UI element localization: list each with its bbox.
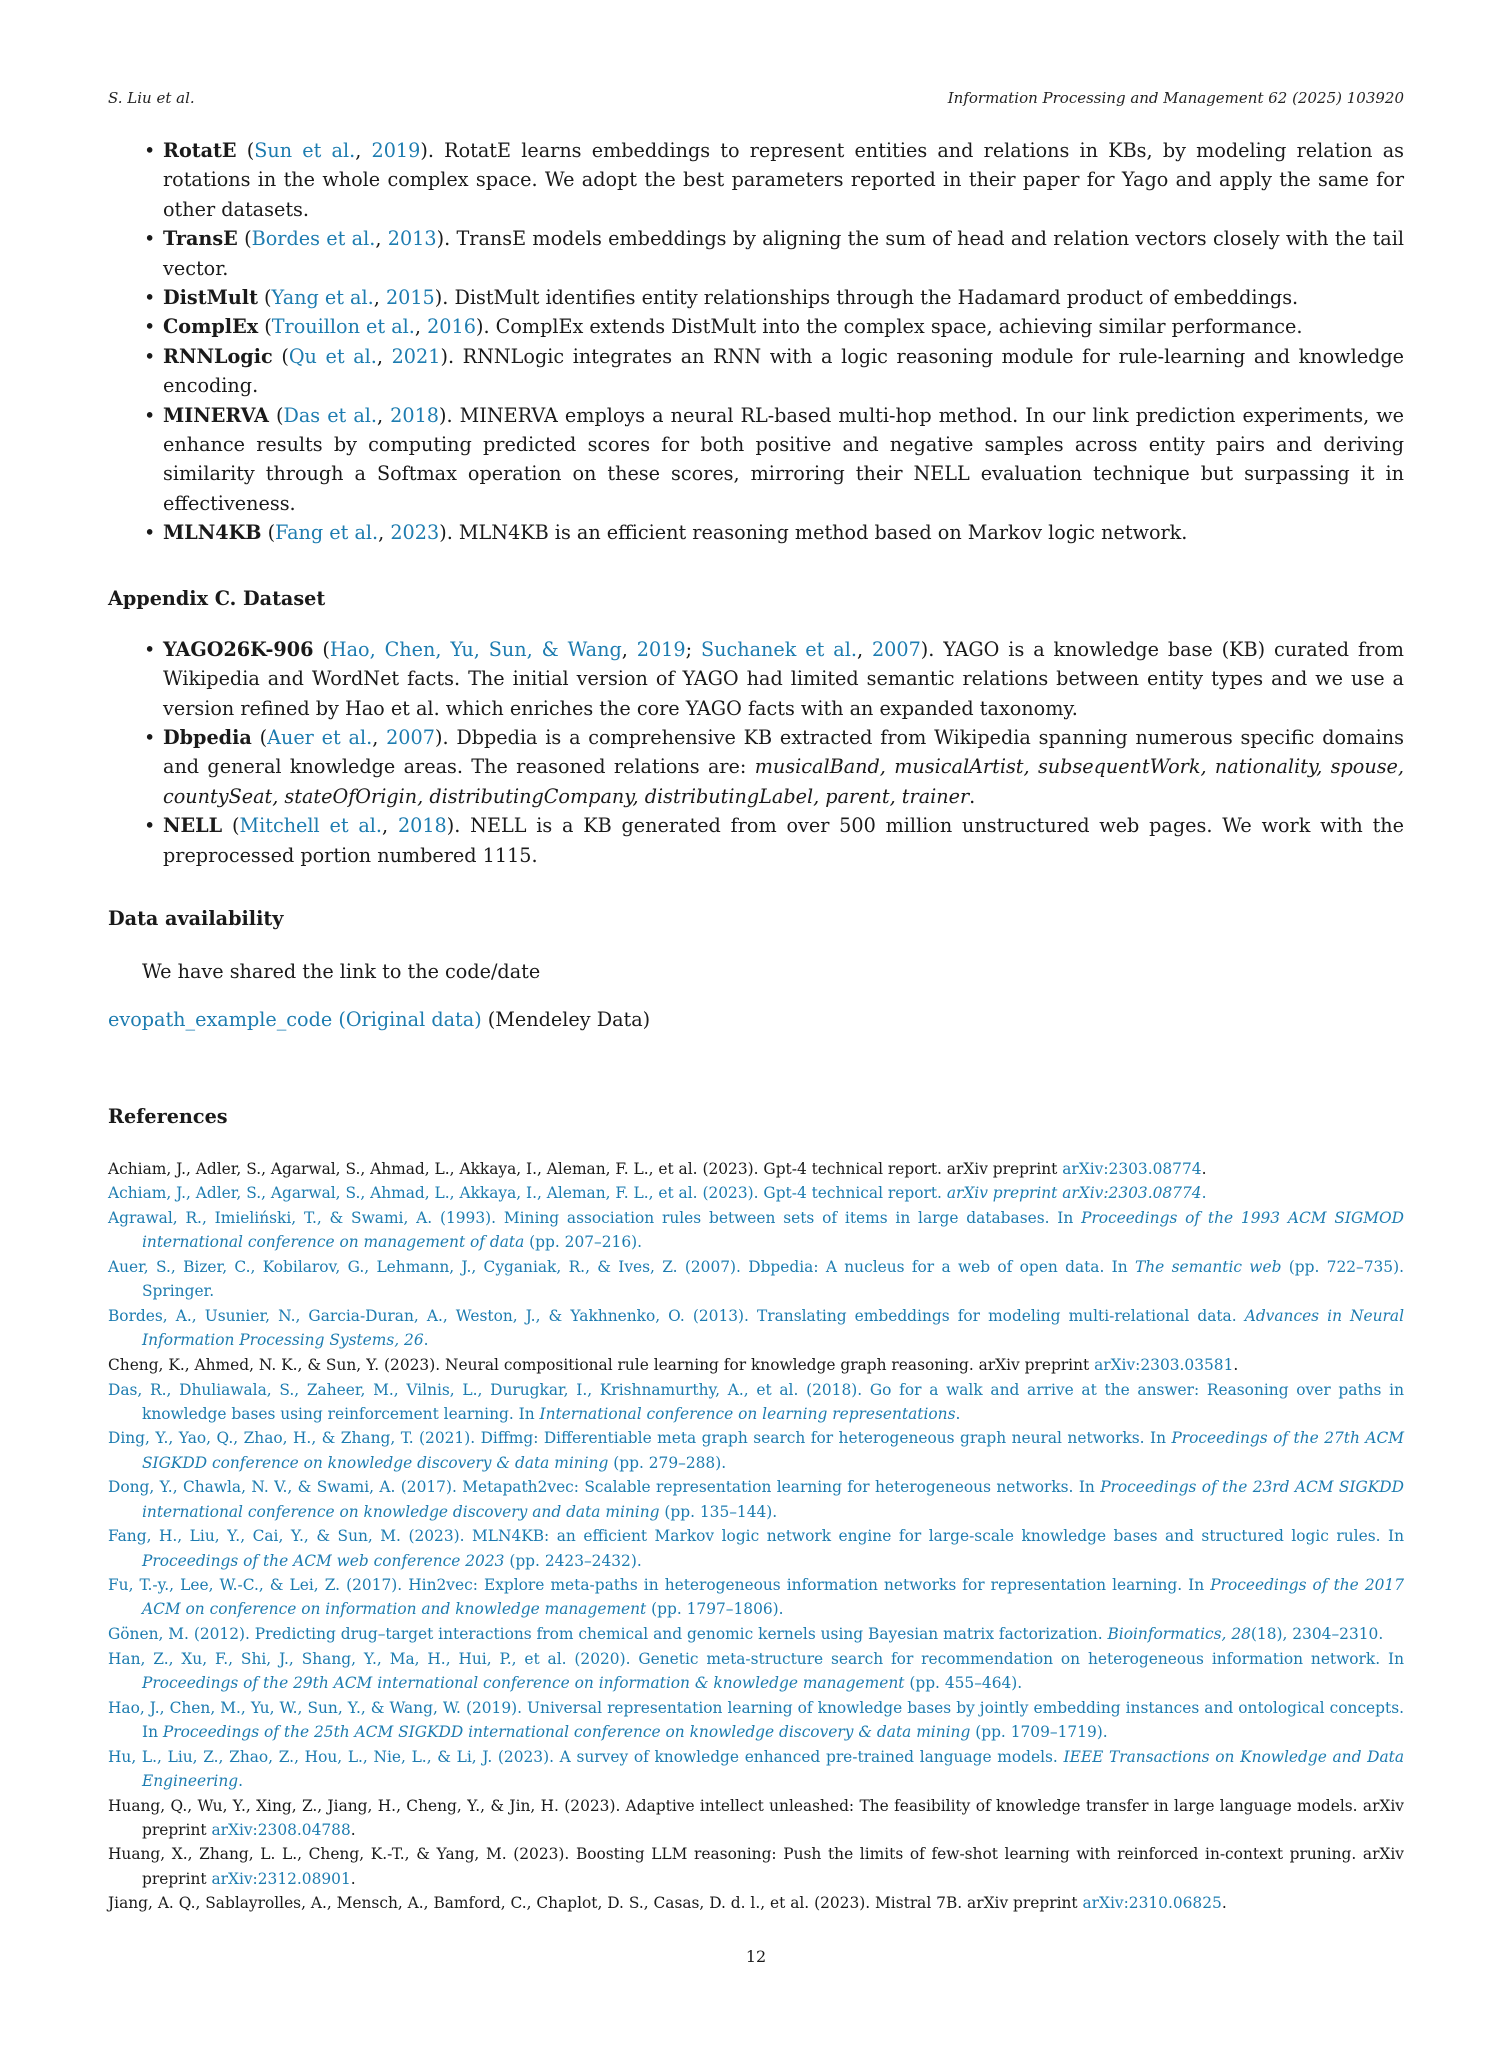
reference-item[interactable]: Das, R., Dhuliawala, S., Zaheer, M., Vilnis, L., Durugkar, I., Krishnamurthy, A., et al. (2018). Go for a walk and arrive at the answer: Reasoning over paths in knowledge bases using reinforcement learning. In International conference on learning representations. — [108, 1380, 1404, 1423]
list-item: • RotatE (Sun et al., 2019). RotatE learns embeddings to represent entities and relations in KBs, by modeling relation as rotations in the whole complex space. We adopt the best parameters reported in their paper for Yago and apply the same for other datasets. — [108, 136, 1404, 224]
running-header-journal: Information Processing and Management 62 (2025) 103920 — [947, 89, 1404, 107]
citation-year-link[interactable]: 2021 — [391, 344, 441, 368]
reference-item[interactable]: Fang, H., Liu, Y., Cai, Y., & Sun, M. (2023). MLN4KB: an efficient Markov logic network engine for large-scale knowledge bases and structured logic rules. In Proceedings of the ACM web conference 2023 (pp. 2423–2432). — [108, 1527, 1404, 1570]
method-name: ComplEx — [163, 315, 259, 339]
reference-item[interactable]: Ding, Y., Yao, Q., Zhao, H., & Zhang, T. (2021). Diffmg: Differentiable meta graph search for heterogeneous graph neural networks. In Proceedings of the 27th ACM SIGKDD conference on knowledge discovery & data mining (pp. 279–288). — [108, 1429, 1404, 1472]
method-name: DistMult — [163, 286, 258, 310]
method-description: . RotatE learns embeddings to represent entities and relations in KBs, by modeling relation as rotations in the whole complex space. We adopt the best parameters reported in their paper for Yago and apply the same for other datasets. — [163, 139, 1404, 221]
citation-year-link[interactable]: 2018 — [397, 814, 447, 838]
page-content — [108, 136, 1404, 1916]
citation-year-link[interactable]: 2007 — [871, 637, 921, 661]
list-item: • TransE (Bordes et al., 2013). TransE models embeddings by aligning the sum of head and relation vectors closely with the tail vector. — [108, 224, 1404, 283]
data-availability-text: We have shared the link to the code/date — [142, 959, 541, 983]
citation-year-link[interactable]: 2023 — [390, 521, 440, 545]
citation-year-link[interactable]: 2019 — [371, 139, 421, 162]
list-item: • MINERVA (Das et al., 2018). MINERVA employs a neural RL-based multi-hop method. In our link prediction experiments, we enhance results by computing predicted scores for both positive and negative samples across entity pairs and deriving similarity through a Softmax operation on these scores, mirroring their NELL evaluation technique but surpassing it in effectiveness. — [108, 401, 1404, 519]
method-name: TransE — [163, 227, 238, 251]
citation-year-link[interactable]: 2018 — [390, 403, 439, 427]
method-description: . MINERVA employs a neural RL-based multi-hop method. In our link prediction experiments, we enhance results by computing predicted scores for both positive and negative samples across entity pairs and deriving similarity through a Softmax operation on these scores, mirroring their NELL evaluation technique but surpassing it in effectiveness. — [163, 403, 1405, 515]
method-name: RotatE — [163, 139, 237, 162]
method-description: . RNNLogic integrates an RNN with a logic reasoning module for rule-learning and knowledge encoding. — [163, 344, 1404, 398]
citation-link[interactable]: Qu et al. — [288, 344, 377, 368]
citation-year-link[interactable]: 2015 — [385, 286, 435, 310]
reference-item: Huang, X., Zhang, L. L., Cheng, K.-T., & Yang, M. (2023). Boosting LLM reasoning: Push the limits of few-shot learning with reinforced in-context pruning. arXiv preprint arXiv:2312.08901. — [108, 1845, 1404, 1888]
citation-link[interactable]: Mitchell et al. — [239, 814, 383, 838]
arxiv-link[interactable]: arXiv:2303.03581 — [1094, 1355, 1234, 1374]
citation-link[interactable]: Bordes et al. — [251, 227, 376, 251]
dataset-source: (Mendeley Data) — [481, 1008, 651, 1032]
page-number: 12 — [745, 1947, 767, 1966]
citation-link[interactable]: Das et al. — [283, 403, 377, 427]
method-description: . ComplEx extends DistMult into the complex space, achieving similar performance. — [483, 315, 1303, 339]
reference-item[interactable]: Han, Z., Xu, F., Shi, J., Shang, Y., Ma, H., Hui, P., et al. (2020). Genetic meta-structure search for recommendation on heterogeneous information network. In Proceedings of the 29th ACM international conference on information & knowledge management (pp. 455–464). — [108, 1649, 1404, 1693]
method-description: . MLN4KB is an efficient reasoning method based on Markov logic network. — [446, 521, 1188, 545]
data-availability-link-line — [108, 1005, 1404, 1034]
citation-year-link[interactable]: 2016 — [427, 315, 476, 339]
method-name: MINERVA — [163, 403, 269, 427]
dataset-name: NELL — [163, 814, 223, 838]
dataset-list — [108, 635, 1404, 870]
reference-item[interactable]: Agrawal, R., Imieliński, T., & Swami, A. (1993). Mining association rules between sets of items in large databases. In Proceedings of the 1993 ACM SIGMOD international conference on management of data (pp. 207–216). — [108, 1209, 1404, 1252]
dataset-description: . YAGO is a knowledge base (KB) curated from Wikipedia and WordNet facts. The initial version of YAGO had limited semantic relations between entity types and we use a version refined by Hao et al. which enriches the core YAGO facts with an expanded taxonomy. — [163, 637, 1404, 720]
list-item: • ComplEx (Trouillon et al., 2016). ComplEx extends DistMult into the complex space, achieving similar performance. — [108, 312, 1404, 341]
arxiv-link[interactable]: arXiv:2303.08774 — [1062, 1159, 1202, 1178]
arxiv-link[interactable]: arXiv:2308.04788 — [211, 1820, 351, 1839]
data-availability-heading: Data availability — [108, 906, 284, 930]
dataset-description: . NELL is a KB generated from over 500 million unstructured web pages. We work with the preprocessed portion numbered 1115. — [163, 814, 1404, 867]
citation-link[interactable]: Sun et al. — [254, 139, 356, 162]
arxiv-link[interactable]: arXiv:2312.08901 — [211, 1869, 351, 1888]
appendix-c-heading: Appendix C. Dataset — [108, 586, 326, 610]
reference-item: Huang, Q., Wu, Y., Xing, Z., Jiang, H., Cheng, Y., & Jin, H. (2023). Adaptive intellect unleashed: The feasibility of knowledge transfer in large language models. arXiv preprint arXiv:2308.04788. — [108, 1796, 1404, 1839]
citation-year-link[interactable]: 2019 — [636, 637, 686, 661]
reference-item[interactable]: Auer, S., Bizer, C., Kobilarov, G., Lehmann, J., Cyganiak, R., & Ives, Z. (2007). Dbpedia: A nucleus for a web of open data. In The semantic web (pp. 722–735). Springer. — [108, 1258, 1404, 1301]
reference-item: Jiang, A. Q., Sablayrolles, A., Mensch, A., Bamford, C., Chaplot, D. S., Casas, D. d. l., et al. (2023). Mistral 7B. arXiv preprint arXiv:2310.06825. — [108, 1894, 1227, 1913]
list-item-nell: • NELL (Mitchell et al., 2018). NELL is a KB generated from over 500 million unstructured web pages. We work with the preprocessed portion numbered 1115. — [108, 811, 1404, 870]
citation-link[interactable]: Hao, Chen, Yu, Sun, & Wang — [329, 637, 622, 661]
citation-link[interactable]: Fang et al. — [275, 521, 379, 545]
citation-link[interactable]: Auer et al. — [267, 725, 373, 749]
method-name: RNNLogic — [163, 344, 273, 368]
dataset-link[interactable]: evopath_example_code (Original data) — [108, 1008, 482, 1032]
reference-item[interactable]: Dong, Y., Chawla, N. V., & Swami, A. (2017). Metapath2vec: Scalable representation learning for heterogeneous networks. In Proceedings of the 23rd ACM SIGKDD international conference on knowledge discovery and data mining (pp. 135–144). — [108, 1478, 1404, 1521]
citation-link[interactable]: Trouillon et al. — [271, 315, 415, 339]
baseline-methods-list — [108, 136, 1404, 548]
reference-item: Achiam, J., Adler, S., Agarwal, S., Ahmad, L., Akkaya, I., Aleman, F. L., et al. (2023). Gpt-4 technical report. arXiv preprint arXiv:2303.08774. — [108, 1159, 1207, 1178]
method-name: MLN4KB — [163, 521, 262, 545]
reference-item[interactable]: Hao, J., Chen, M., Yu, W., Sun, Y., & Wang, W. (2019). Universal representation learning of knowledge bases by jointly embedding instances and ontological concepts. In Proceedings of the 25th ACM SIGKDD international conference on knowledge discovery & data mining (pp. 1709–1719). — [108, 1698, 1404, 1741]
list-item: • DistMult (Yang et al., 2015). DistMult identifies entity relationships through the Hadamard product of embeddings. — [108, 283, 1404, 312]
citation-link[interactable]: Yang et al. — [271, 286, 374, 310]
arxiv-link[interactable]: arXiv:2310.06825 — [1082, 1894, 1222, 1913]
dataset-name: YAGO26K-906 — [163, 637, 314, 661]
citation-year-link[interactable]: 2013 — [387, 227, 437, 251]
list-item-dbpedia: • Dbpedia (Auer et al., 2007). Dbpedia is a comprehensive KB extracted from Wikipedia spanning numerous specific domains and general knowledge areas. The reasoned relations are: musicalBand, musicalArtist, subsequentWork, nationality, spouse, countySeat, stateOfOrigin, distributingCompany, distributingLabel, parent, trainer. — [108, 723, 1404, 811]
reference-item[interactable]: Bordes, A., Usunier, N., Garcia-Duran, A., Weston, J., & Yakhnenko, O. (2013). Translating embeddings for modeling multi-relational data. Advances in Neural Information Processing Systems, 26. — [108, 1306, 1405, 1350]
method-description: . DistMult identifies entity relationships through the Hadamard product of embeddings. — [442, 286, 1299, 310]
method-description: . TransE models embeddings by aligning the sum of head and relation vectors closely with the tail vector. — [163, 227, 1405, 280]
references-list — [108, 1157, 1404, 1916]
reference-item: Cheng, K., Ahmed, N. K., & Sun, Y. (2023). Neural compositional rule learning for knowledge graph reasoning. arXiv preprint arXiv:2303.03581. — [108, 1355, 1239, 1374]
list-item-yago: • YAGO26K-906 (Hao, Chen, Yu, Sun, & Wang, 2019; Suchanek et al., 2007). YAGO is a knowledge base (KB) curated from Wikipedia and WordNet facts. The initial version of YAGO had limited semantic relations between entity types and we use a version refined by Hao et al. which enriches the core YAGO facts with an expanded taxonomy. — [108, 635, 1404, 723]
dataset-description: . Dbpedia is a comprehensive KB extracted from Wikipedia spanning numerous specific domains and general knowledge areas. The reasoned relations are: — [163, 725, 1404, 779]
references-heading: References — [108, 1104, 228, 1128]
list-item: • RNNLogic (Qu et al., 2021). RNNLogic integrates an RNN with a logic reasoning module for rule-learning and knowledge encoding. — [108, 342, 1404, 401]
reference-item[interactable]: Fu, T.-y., Lee, W.-C., & Lei, Z. (2017). Hin2vec: Explore meta-paths in heterogeneous information networks for representation learning. In Proceedings of the 2017 ACM on conference on information and knowledge management (pp. 1797–1806). — [108, 1576, 1405, 1619]
dataset-name: Dbpedia — [163, 725, 252, 749]
running-header-authors: S. Liu et al. — [108, 89, 195, 107]
citation-link[interactable]: Suchanek et al. — [700, 637, 857, 661]
sentence-end: . — [969, 784, 976, 808]
reference-item[interactable]: Achiam, J., Adler, S., Agarwal, S., Ahmad, L., Akkaya, I., Aleman, F. L., et al. (2023). Gpt-4 technical report. arXiv preprint arXiv:2303.08774. — [108, 1184, 1207, 1203]
reference-item[interactable]: Hu, L., Liu, Z., Zhao, Z., Hou, L., Nie, L., & Li, J. (2023). A survey of knowledge enhanced pre-trained language models. IEEE Transactions on Knowledge and Data Engineering. — [108, 1747, 1404, 1790]
reference-item[interactable]: Gönen, M. (2012). Predicting drug–target interactions from chemical and genomic kernels using Bayesian matrix factorization. Bioinformatics, 28(18), 2304–2310. — [108, 1625, 1384, 1644]
list-item: • MLN4KB (Fang et al., 2023). MLN4KB is an efficient reasoning method based on Markov logic network. — [108, 518, 1404, 547]
relations-list: musicalBand, musicalArtist, subsequentWork, nationality, spouse, countySeat, stateOfOrigin, distributingCompany, distributingLabel, parent, trainer — [163, 755, 1404, 808]
citation-year-link[interactable]: 2007 — [386, 725, 435, 749]
